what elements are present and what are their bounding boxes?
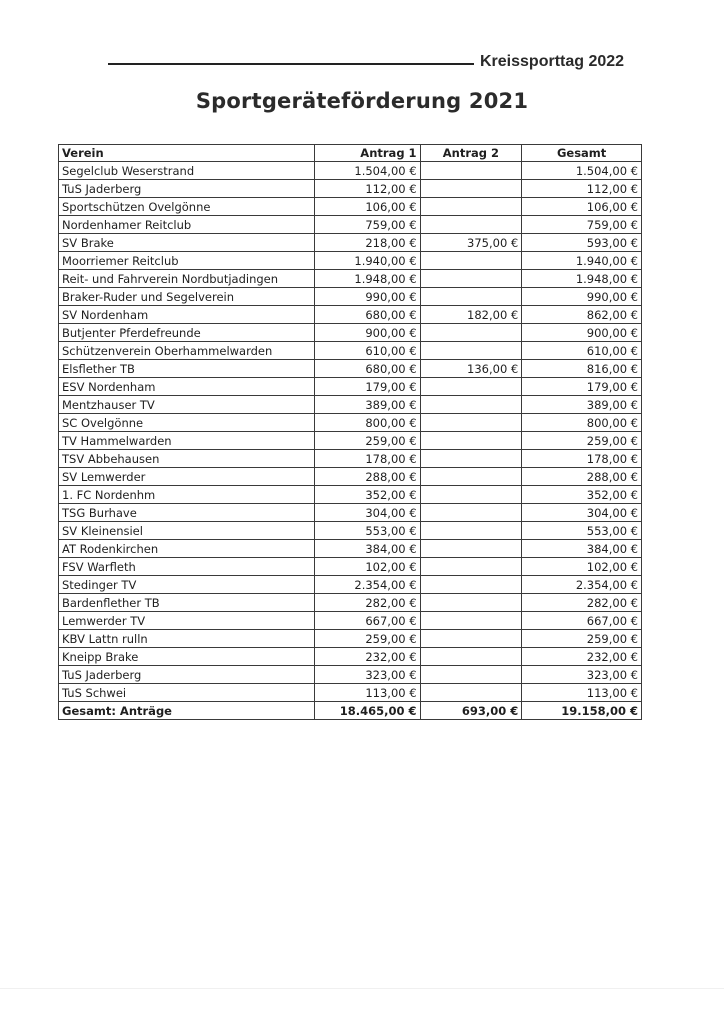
column-header-verein: Verein xyxy=(59,145,315,162)
cell-gesamt: 179,00 € xyxy=(522,378,642,396)
table-row xyxy=(59,234,642,252)
cell-gesamt: 389,00 € xyxy=(522,396,642,414)
table-row xyxy=(59,252,642,270)
cell-antrag-2: 375,00 € xyxy=(420,234,522,252)
table-row xyxy=(59,594,642,612)
cell-antrag-1: 389,00 € xyxy=(314,396,420,414)
cell-gesamt: 304,00 € xyxy=(522,504,642,522)
cell-antrag-2 xyxy=(420,594,522,612)
cell-verein: Bardenflether TB xyxy=(59,594,315,612)
cell-gesamt: 288,00 € xyxy=(522,468,642,486)
cell-gesamt: 553,00 € xyxy=(522,522,642,540)
cell-antrag-2 xyxy=(420,378,522,396)
table-row xyxy=(59,306,642,324)
cell-antrag-1: 680,00 € xyxy=(314,360,420,378)
cell-antrag-2 xyxy=(420,288,522,306)
cell-antrag-2 xyxy=(420,180,522,198)
cell-gesamt: 610,00 € xyxy=(522,342,642,360)
cell-antrag-1: 1.504,00 € xyxy=(314,162,420,180)
table-row xyxy=(59,468,642,486)
cell-verein: SV Brake xyxy=(59,234,315,252)
table-body xyxy=(59,162,642,702)
cell-antrag-2 xyxy=(420,432,522,450)
cell-antrag-1: 553,00 € xyxy=(314,522,420,540)
table-row xyxy=(59,342,642,360)
header-rule xyxy=(108,63,474,65)
cell-verein: Elsflether TB xyxy=(59,360,315,378)
cell-gesamt: 178,00 € xyxy=(522,450,642,468)
cell-verein: Schützenverein Oberhammelwarden xyxy=(59,342,315,360)
cell-antrag-2 xyxy=(420,612,522,630)
table-row xyxy=(59,360,642,378)
table-row xyxy=(59,198,642,216)
cell-gesamt: 816,00 € xyxy=(522,360,642,378)
document-title: Sportgeräteförderung 2021 xyxy=(195,89,529,113)
scan-edge-line xyxy=(0,988,724,989)
cell-verein: KBV Lattn rulln xyxy=(59,630,315,648)
table-row xyxy=(59,522,642,540)
cell-gesamt: 1.948,00 € xyxy=(522,270,642,288)
cell-antrag-2 xyxy=(420,576,522,594)
cell-gesamt: 259,00 € xyxy=(522,432,642,450)
cell-antrag-1: 900,00 € xyxy=(314,324,420,342)
cell-verein: Sportschützen Ovelgönne xyxy=(59,198,315,216)
cell-antrag-1: 282,00 € xyxy=(314,594,420,612)
table-row xyxy=(59,180,642,198)
cell-verein: SV Lemwerder xyxy=(59,468,315,486)
table-row xyxy=(59,648,642,666)
cell-antrag-1: 106,00 € xyxy=(314,198,420,216)
total-row xyxy=(59,702,642,720)
cell-verein: Segelclub Weserstrand xyxy=(59,162,315,180)
cell-antrag-1: 384,00 € xyxy=(314,540,420,558)
cell-verein: SV Kleinensiel xyxy=(59,522,315,540)
table-row xyxy=(59,216,642,234)
cell-antrag-1: 610,00 € xyxy=(314,342,420,360)
cell-gesamt: 2.354,00 € xyxy=(522,576,642,594)
cell-antrag-1: 112,00 € xyxy=(314,180,420,198)
cell-antrag-2 xyxy=(420,666,522,684)
cell-antrag-2 xyxy=(420,684,522,702)
table-row xyxy=(59,324,642,342)
cell-gesamt: 1.504,00 € xyxy=(522,162,642,180)
total-gesamt: 19.158,00 € xyxy=(522,702,642,720)
funding-table xyxy=(58,144,642,720)
cell-verein: TuS Jaderberg xyxy=(59,666,315,684)
cell-gesamt: 990,00 € xyxy=(522,288,642,306)
cell-gesamt: 323,00 € xyxy=(522,666,642,684)
header-label: Kreissporttag 2022 xyxy=(480,53,625,70)
cell-antrag-1: 218,00 € xyxy=(314,234,420,252)
cell-verein: 1. FC Nordenhm xyxy=(59,486,315,504)
cell-gesamt: 106,00 € xyxy=(522,198,642,216)
cell-verein: Reit- und Fahrverein Nordbutjadingen xyxy=(59,270,315,288)
cell-antrag-2 xyxy=(420,198,522,216)
cell-antrag-2 xyxy=(420,486,522,504)
table-row xyxy=(59,630,642,648)
cell-verein: FSV Warfleth xyxy=(59,558,315,576)
cell-antrag-1: 2.354,00 € xyxy=(314,576,420,594)
table-row xyxy=(59,666,642,684)
cell-antrag-2 xyxy=(420,342,522,360)
cell-antrag-1: 178,00 € xyxy=(314,450,420,468)
table-row xyxy=(59,612,642,630)
cell-gesamt: 800,00 € xyxy=(522,414,642,432)
table-row xyxy=(59,288,642,306)
cell-verein: Butjenter Pferdefreunde xyxy=(59,324,315,342)
cell-antrag-1: 102,00 € xyxy=(314,558,420,576)
cell-antrag-1: 179,00 € xyxy=(314,378,420,396)
cell-antrag-1: 232,00 € xyxy=(314,648,420,666)
cell-verein: TuS Schwei xyxy=(59,684,315,702)
table-row xyxy=(59,540,642,558)
cell-verein: Kneipp Brake xyxy=(59,648,315,666)
cell-antrag-2 xyxy=(420,558,522,576)
cell-antrag-2 xyxy=(420,162,522,180)
table-row xyxy=(59,450,642,468)
cell-antrag-2 xyxy=(420,396,522,414)
cell-verein: Lemwerder TV xyxy=(59,612,315,630)
table-row xyxy=(59,504,642,522)
table-row xyxy=(59,684,642,702)
table-row xyxy=(59,162,642,180)
cell-verein: Braker-Ruder und Segelverein xyxy=(59,288,315,306)
cell-verein: Nordenhamer Reitclub xyxy=(59,216,315,234)
cell-gesamt: 259,00 € xyxy=(522,630,642,648)
cell-gesamt: 900,00 € xyxy=(522,324,642,342)
cell-gesamt: 862,00 € xyxy=(522,306,642,324)
cell-verein: TSG Burhave xyxy=(59,504,315,522)
cell-antrag-2 xyxy=(420,252,522,270)
cell-verein: SV Nordenham xyxy=(59,306,315,324)
cell-verein: TV Hammelwarden xyxy=(59,432,315,450)
table-row xyxy=(59,486,642,504)
cell-gesamt: 593,00 € xyxy=(522,234,642,252)
cell-verein: Moorriemer Reitclub xyxy=(59,252,315,270)
cell-antrag-1: 990,00 € xyxy=(314,288,420,306)
cell-antrag-2: 182,00 € xyxy=(420,306,522,324)
cell-antrag-1: 1.948,00 € xyxy=(314,270,420,288)
cell-verein: ESV Nordenham xyxy=(59,378,315,396)
cell-gesamt: 282,00 € xyxy=(522,594,642,612)
cell-verein: Stedinger TV xyxy=(59,576,315,594)
cell-gesamt: 384,00 € xyxy=(522,540,642,558)
cell-antrag-2 xyxy=(420,324,522,342)
cell-antrag-1: 288,00 € xyxy=(314,468,420,486)
cell-antrag-1: 304,00 € xyxy=(314,504,420,522)
cell-verein: TuS Jaderberg xyxy=(59,180,315,198)
cell-antrag-1: 259,00 € xyxy=(314,432,420,450)
cell-antrag-2 xyxy=(420,270,522,288)
cell-gesamt: 232,00 € xyxy=(522,648,642,666)
cell-gesamt: 667,00 € xyxy=(522,612,642,630)
cell-verein: Mentzhauser TV xyxy=(59,396,315,414)
cell-gesamt: 102,00 € xyxy=(522,558,642,576)
cell-gesamt: 112,00 € xyxy=(522,180,642,198)
cell-antrag-2 xyxy=(420,630,522,648)
cell-antrag-2 xyxy=(420,504,522,522)
cell-antrag-1: 800,00 € xyxy=(314,414,420,432)
total-antrag-2: 693,00 € xyxy=(420,702,522,720)
cell-antrag-1: 259,00 € xyxy=(314,630,420,648)
table-row xyxy=(59,270,642,288)
cell-verein: TSV Abbehausen xyxy=(59,450,315,468)
cell-gesamt: 113,00 € xyxy=(522,684,642,702)
total-antrag-1: 18.465,00 € xyxy=(314,702,420,720)
cell-antrag-2 xyxy=(420,540,522,558)
cell-antrag-2 xyxy=(420,522,522,540)
table-row xyxy=(59,414,642,432)
cell-antrag-1: 759,00 € xyxy=(314,216,420,234)
column-header-antrag-1: Antrag 1 xyxy=(314,145,420,162)
cell-gesamt: 759,00 € xyxy=(522,216,642,234)
table-row xyxy=(59,396,642,414)
total-label: Gesamt: Anträge xyxy=(59,702,315,720)
table-header-row xyxy=(59,145,642,162)
table-row xyxy=(59,432,642,450)
cell-antrag-2 xyxy=(420,450,522,468)
cell-antrag-1: 667,00 € xyxy=(314,612,420,630)
cell-antrag-1: 1.940,00 € xyxy=(314,252,420,270)
cell-antrag-1: 352,00 € xyxy=(314,486,420,504)
column-header-antrag-2: Antrag 2 xyxy=(420,145,522,162)
cell-gesamt: 1.940,00 € xyxy=(522,252,642,270)
cell-antrag-2 xyxy=(420,648,522,666)
table-row xyxy=(59,378,642,396)
cell-antrag-1: 113,00 € xyxy=(314,684,420,702)
cell-antrag-1: 323,00 € xyxy=(314,666,420,684)
cell-antrag-2 xyxy=(420,468,522,486)
cell-verein: SC Ovelgönne xyxy=(59,414,315,432)
table-row xyxy=(59,576,642,594)
table-row xyxy=(59,558,642,576)
cell-antrag-2: 136,00 € xyxy=(420,360,522,378)
cell-verein: AT Rodenkirchen xyxy=(59,540,315,558)
cell-antrag-1: 680,00 € xyxy=(314,306,420,324)
cell-antrag-2 xyxy=(420,216,522,234)
cell-antrag-2 xyxy=(420,414,522,432)
column-header-gesamt: Gesamt xyxy=(522,145,642,162)
cell-gesamt: 352,00 € xyxy=(522,486,642,504)
